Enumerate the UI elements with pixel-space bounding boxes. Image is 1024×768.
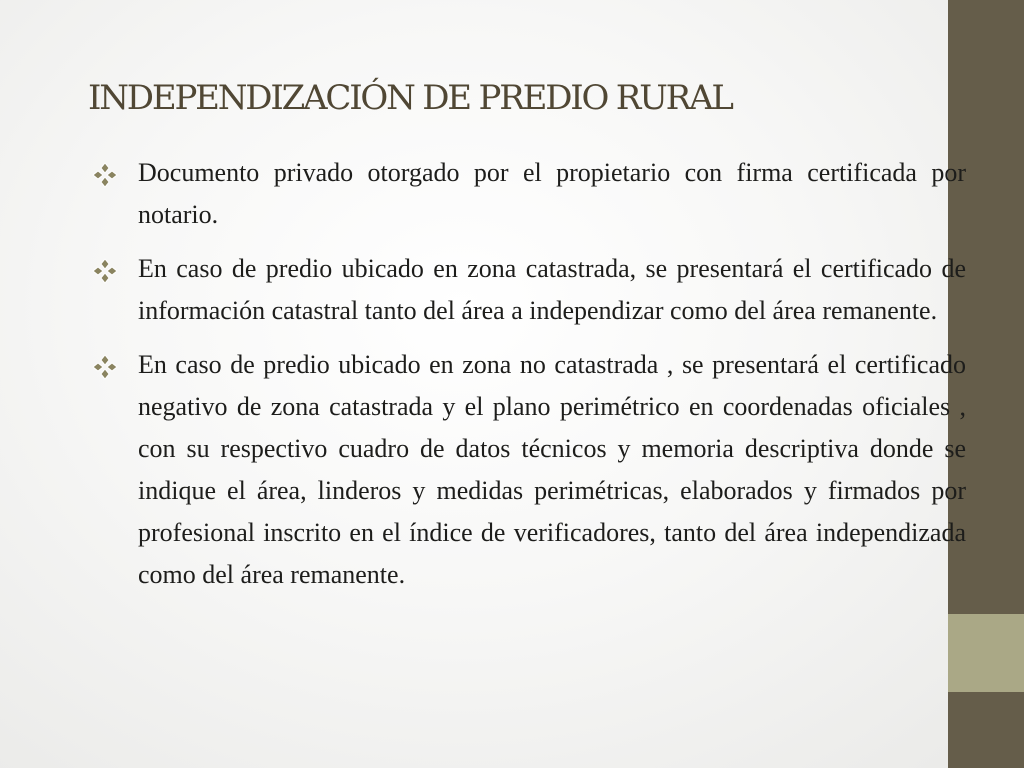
diamond-cluster-icon: [92, 258, 118, 284]
bullet-item: [92, 248, 966, 332]
slide-title: INDEPENDIZACIÓN DE PREDIO RURAL: [88, 78, 732, 118]
bullet-text: Documento privado otorgado por el propietario con firma certificada por notario.: [138, 158, 966, 229]
bullet-item: [92, 152, 966, 236]
bullet-list: [92, 152, 966, 608]
bullet-text: En caso de predio ubicado en zona no catastrada , se presentará el certificado negativo de zona catastrada y el plano perimétrico en coordenadas oficiales , con su respectivo cuadro de datos técnicos y memoria descriptiva donde se indique el área, linderos y medidas perimétricas, elaborados y firmados por profesional inscrito en el índice de verificadores, tanto del área independizada como del área remanente.: [138, 350, 966, 589]
diamond-cluster-icon: [92, 354, 118, 380]
bullet-text: En caso de predio ubicado en zona catastrada, se presentará el certificado de información catastral tanto del área a independizar como del área remanente.: [138, 254, 966, 325]
bullet-item: [92, 344, 966, 596]
diamond-cluster-icon: [92, 162, 118, 188]
right-bar-accent-block: [948, 614, 1024, 692]
